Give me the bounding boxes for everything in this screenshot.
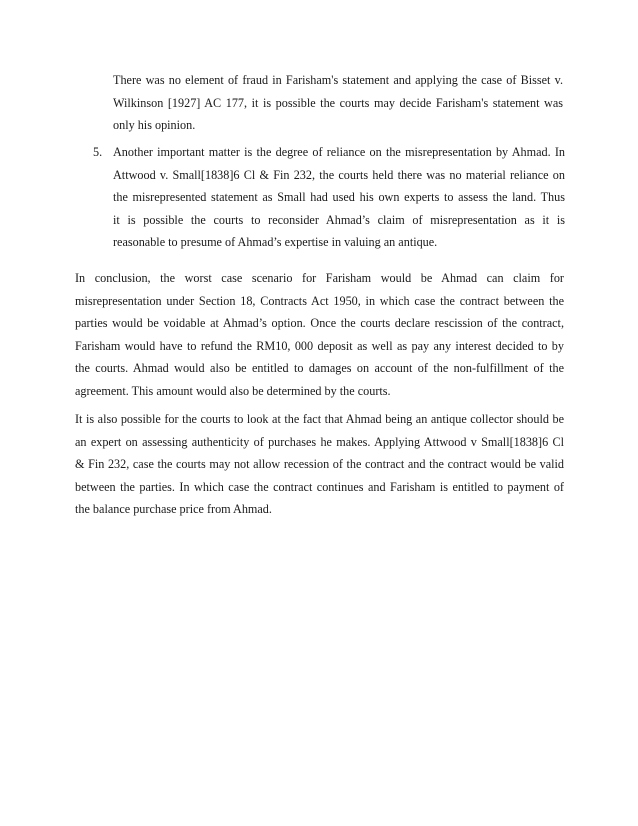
text-line: misrepresentation under Section 18, Contracts Act 1950, in which case the contract between the xyxy=(75,293,564,308)
text-line: Another important matter is the degree of reliance on the misrepresentation by Ahmad. In xyxy=(113,145,565,159)
list-item-4-continuation xyxy=(113,69,563,137)
text-line: an expert on assessing authenticity of purchases he makes. Applying Attwood v Small[1838]6 Cl xyxy=(75,434,564,449)
text-line: It is also possible for the courts to look at the fact that Ahmad being an antique collector should be xyxy=(75,412,564,426)
text-line: the balance purchase price from Ahmad. xyxy=(75,502,272,516)
list-item-5 xyxy=(113,141,565,254)
text-line: agreement. This amount would also be determined by the courts. xyxy=(75,383,391,398)
text-line: parties would be voidable at Ahmad’s option. Once the courts declare rescission of the contract, xyxy=(75,316,564,330)
alternative-paragraph xyxy=(75,408,564,521)
text-line: the misrepresented statement as Small had used his own experts to assess the land. Thus xyxy=(113,190,565,204)
conclusion-paragraph xyxy=(75,267,564,402)
text-line: between the parties. In which case the contract continues and Farisham is entitled to payment of xyxy=(75,479,564,494)
text-line: There was no element of fraud in Farisham's statement and applying the case of Bisset v. xyxy=(113,73,563,87)
text-line: Farisham would have to refund the RM10, 000 deposit as well as pay any interest decided to by xyxy=(75,338,564,353)
text-line: & Fin 232, case the courts may not allow recession of the contract and the contract would be valid xyxy=(75,457,564,471)
text-line: the courts. Ahmad would also be entitled to damages on account of the non-fulfillment of the xyxy=(75,361,564,375)
text-line: only his opinion. xyxy=(113,118,196,132)
text-line: reasonable to presume of Ahmad’s expertise in valuing an antique. xyxy=(113,235,438,249)
list-item-number: 5. xyxy=(93,145,103,159)
text-line: Attwood v. Small[1838]6 Cl & Fin 232, the courts held there was no material reliance on xyxy=(113,167,565,182)
text-line: Wilkinson [1927] AC 177, it is possible the courts may decide Farisham's statement was xyxy=(113,95,563,110)
text-line: In conclusion, the worst case scenario for Farisham would be Ahmad can claim for xyxy=(75,271,564,285)
text-line: it is possible the courts to reconsider Ahmad’s claim of misrepresentation as it is xyxy=(113,212,565,227)
